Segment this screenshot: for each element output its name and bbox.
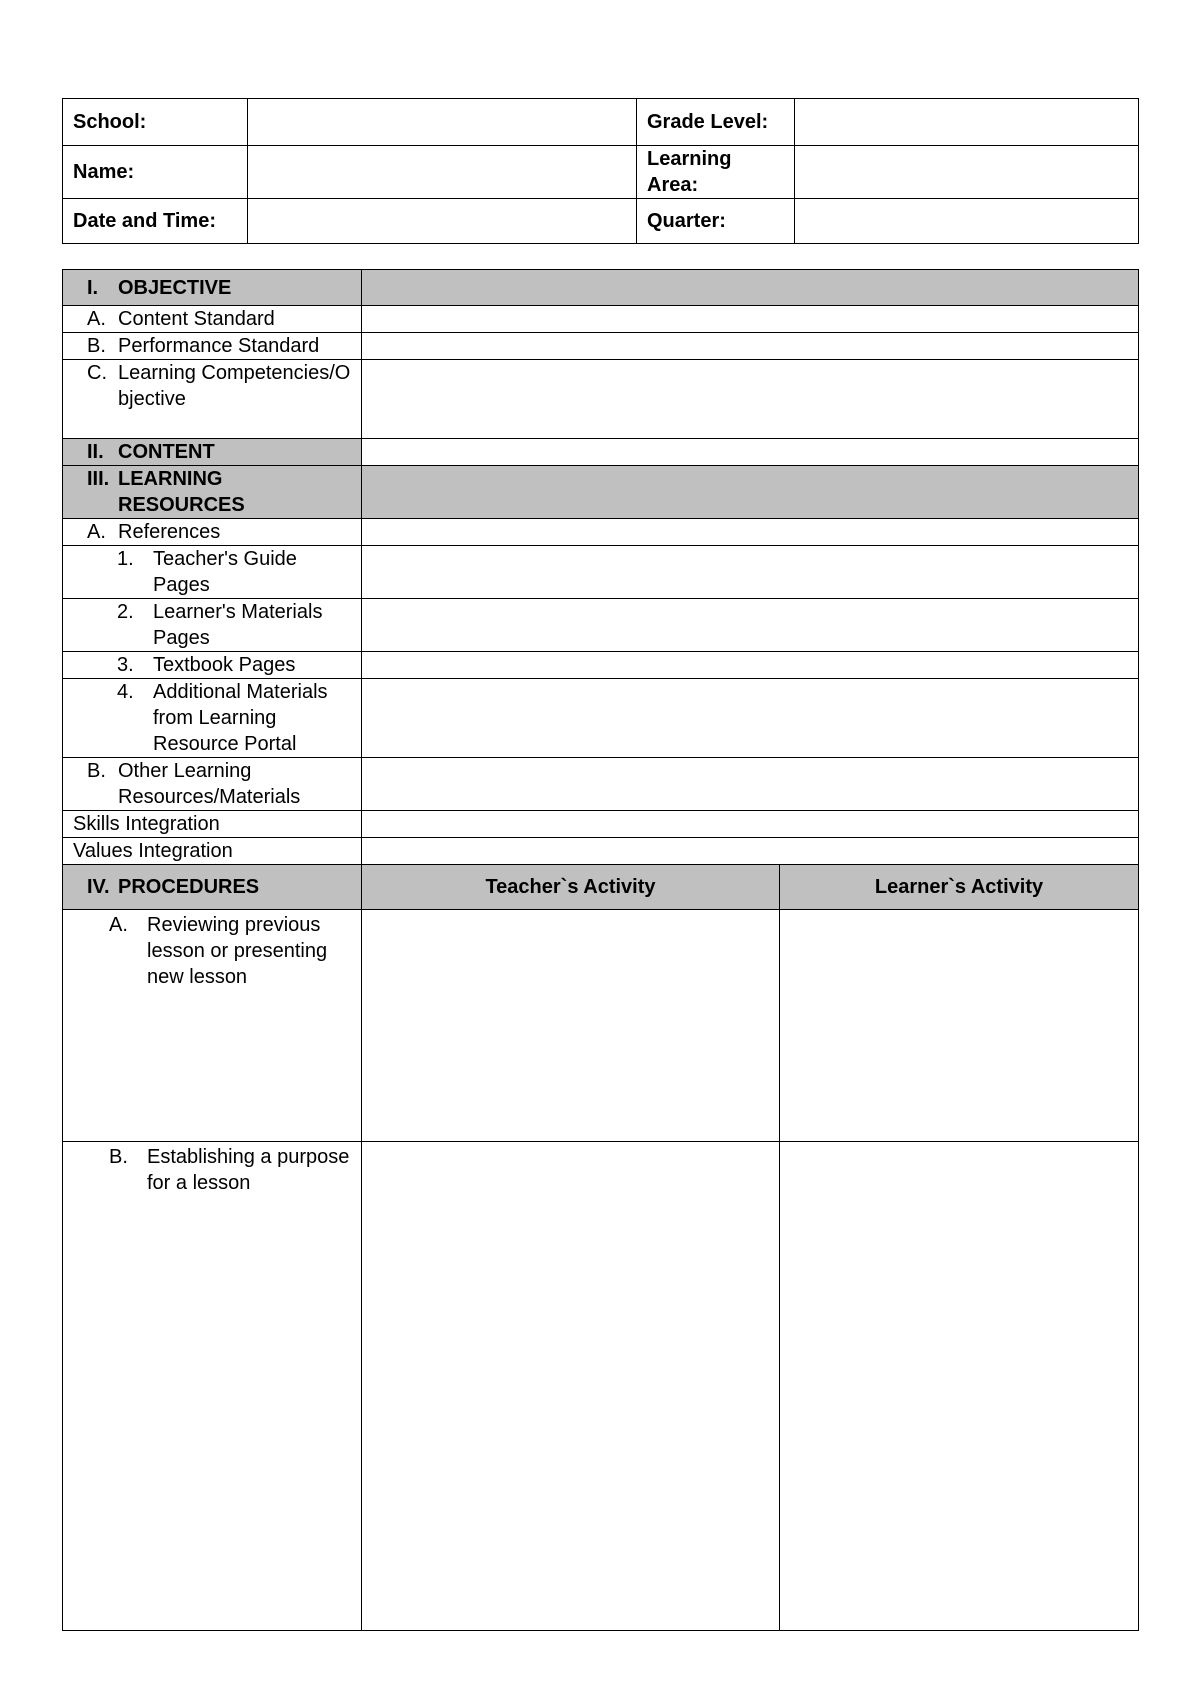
- name-label: Name:: [63, 146, 248, 199]
- additional-materials-field[interactable]: [362, 679, 1139, 758]
- grade-level-label: Grade Level:: [637, 99, 795, 146]
- textbook-pages-field[interactable]: [362, 652, 1139, 679]
- quarter-field[interactable]: [795, 199, 1139, 244]
- textbook-pages-label: 3. Textbook Pages: [63, 652, 362, 679]
- procedure-step-a-label: A. Reviewing previous lesson or presenting new lesson: [63, 910, 362, 1142]
- values-integration-field[interactable]: [362, 838, 1139, 865]
- teacher-activity-header: Teacher`s Activity: [362, 865, 780, 910]
- date-time-field[interactable]: [248, 199, 637, 244]
- procedures-header: IV. PROCEDURES: [63, 865, 362, 910]
- grade-level-field[interactable]: [795, 99, 1139, 146]
- content-standard-field[interactable]: [362, 306, 1139, 333]
- procedure-step-b-teacher-field[interactable]: [362, 1142, 780, 1631]
- content-field[interactable]: [362, 439, 1139, 466]
- additional-materials-label: 4. Additional Materials from Learning Resource Portal: [63, 679, 362, 758]
- procedure-step-b-learner-field[interactable]: [780, 1142, 1139, 1631]
- procedure-step-a-teacher-field[interactable]: [362, 910, 780, 1142]
- learning-area-label: Learning Area:: [637, 146, 795, 199]
- other-resources-label: B. Other Learning Resources/Materials: [63, 758, 362, 811]
- other-resources-field[interactable]: [362, 758, 1139, 811]
- school-label: School:: [63, 99, 248, 146]
- lesson-plan-table: [62, 269, 1139, 1631]
- date-time-label: Date and Time:: [63, 199, 248, 244]
- performance-standard-field[interactable]: [362, 333, 1139, 360]
- teachers-guide-label: 1. Teacher's Guide Pages: [63, 546, 362, 599]
- values-integration-label: Values Integration: [63, 838, 362, 865]
- learning-resources-header-fill: [362, 466, 1139, 519]
- competencies-label: C. Learning Competencies/Objective: [63, 360, 362, 439]
- learning-area-field[interactable]: [795, 146, 1139, 199]
- name-field[interactable]: [248, 146, 637, 199]
- objective-header: I. OBJECTIVE: [63, 270, 362, 306]
- learners-materials-label: 2. Learner's Materials Pages: [63, 599, 362, 652]
- competencies-field[interactable]: [362, 360, 1139, 439]
- header-info-table: [62, 98, 1139, 244]
- references-label: A. References: [63, 519, 362, 546]
- procedure-step-b-label: B. Establishing a purpose for a lesson: [63, 1142, 362, 1631]
- quarter-label: Quarter:: [637, 199, 795, 244]
- learner-activity-header: Learner`s Activity: [780, 865, 1139, 910]
- objective-header-fill: [362, 270, 1139, 306]
- learners-materials-field[interactable]: [362, 599, 1139, 652]
- school-field[interactable]: [248, 99, 637, 146]
- content-header: II. CONTENT: [63, 439, 362, 466]
- references-field[interactable]: [362, 519, 1139, 546]
- procedure-step-a-learner-field[interactable]: [780, 910, 1139, 1142]
- learning-resources-header: III. LEARNING RESOURCES: [63, 466, 362, 519]
- teachers-guide-field[interactable]: [362, 546, 1139, 599]
- content-standard-label: A. Content Standard: [63, 306, 362, 333]
- skills-integration-label: Skills Integration: [63, 811, 362, 838]
- skills-integration-field[interactable]: [362, 811, 1139, 838]
- performance-standard-label: B. Performance Standard: [63, 333, 362, 360]
